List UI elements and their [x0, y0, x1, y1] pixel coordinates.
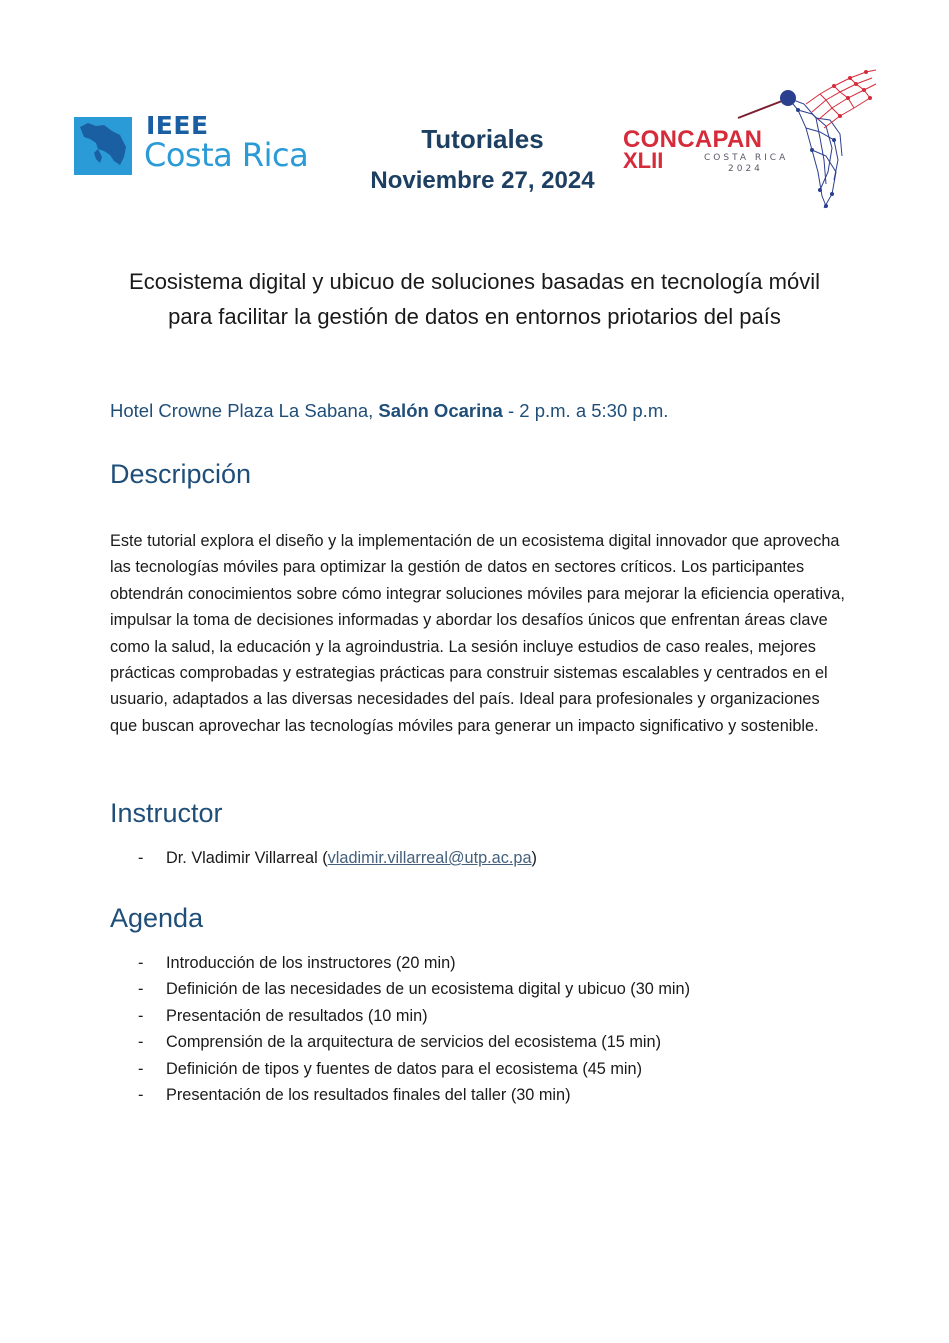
agenda-item-text: Introducción de los instructores (20 min): [166, 954, 456, 972]
ieee-logo-line2: Costa Rica: [144, 136, 309, 174]
agenda-item-text: Presentación de los resultados finales del taller (30 min): [166, 1086, 571, 1105]
list-item: [138, 950, 690, 976]
agenda-heading: Agenda: [110, 903, 204, 933]
description-text: Este tutorial explora el diseño y la implementación de un ecosistema digital innovador que aprovecha las tecnologías móviles para optimizar la gestión de datos en sectores críticos. Los participantes obtendrán conocimientos sobre cómo integrar soluciones móviles para mejorar la eficiencia operativa, impulsar la toma de decisiones informadas y abordar los desafíos únicos que enfrentan áreas clave como la salud, la educación y la agroindustria. La sesión incluye estudios de caso reales, mejores prácticas comprobadas y estrategias prácticas para construir sistemas escalables y centrados en el usuario, adaptados a las diversas necesidades del país. Ideal para profesionales y organizaciones que buscan aprovechar las tecnologías móviles para generar un impacto significativo y sostenible.: [110, 532, 845, 735]
list-dash: -: [138, 980, 144, 999]
header-date: Noviembre 27, 2024: [370, 167, 595, 194]
location-line: [110, 400, 668, 422]
agenda-list: [138, 950, 690, 1108]
instructor-list: [138, 845, 537, 871]
ieee-logo-line1: IEEE: [146, 111, 209, 140]
list-dash: -: [138, 1086, 144, 1105]
list-dash: -: [138, 1033, 144, 1052]
concapan-year: 2024: [728, 164, 763, 174]
location-room: Salón Ocarina: [378, 400, 503, 421]
list-dash: -: [138, 1006, 144, 1025]
concapan-country: COSTA RICA: [704, 153, 789, 163]
ieee-costa-rica-logo: [74, 111, 339, 177]
location-venue: Hotel Crowne Plaza La Sabana,: [110, 400, 379, 421]
instructor-heading: Instructor: [110, 798, 223, 828]
list-item: [138, 1056, 690, 1082]
concapan-logo: [620, 68, 880, 213]
instructor-email-link[interactable]: vladimir.villarreal@utp.ac.pa: [327, 849, 532, 867]
list-item: [138, 1029, 690, 1055]
list-dash: -: [138, 1059, 144, 1078]
agenda-item-text: Definición de tipos y fuentes de datos para el ecosistema (45 min): [166, 1059, 643, 1078]
tutorial-title: Ecosistema digital y ubicuo de soluciones basadas en tecnología móvil para facilitar la gestión de datos en entornos priotarios del país: [129, 269, 820, 329]
list-item: [138, 976, 690, 1002]
list-dash: -: [138, 954, 144, 972]
concapan-edition: XLII: [623, 148, 664, 173]
agenda-item-text: Definición de las necesidades de un ecosistema digital y ubicuo (30 min): [166, 980, 691, 999]
instructor-close-paren: ): [531, 849, 537, 867]
header-title: Tutoriales: [421, 124, 544, 154]
agenda-item-text: Comprensión de la arquitectura de servicios del ecosistema (15 min): [166, 1033, 661, 1052]
description-heading: Descripción: [110, 459, 252, 489]
concapan-name: CONCAPAN: [623, 126, 763, 153]
list-dash: -: [138, 849, 144, 867]
location-time: - 2 p.m. a 5:30 p.m.: [502, 400, 669, 421]
agenda-item-text: Presentación de resultados (10 min): [166, 1006, 428, 1025]
list-item: [138, 845, 537, 871]
list-item: [138, 1003, 690, 1029]
costa-rica-map-icon: [74, 117, 132, 175]
list-item: [138, 1082, 690, 1108]
instructor-name: Dr. Vladimir Villarreal (: [166, 849, 328, 867]
